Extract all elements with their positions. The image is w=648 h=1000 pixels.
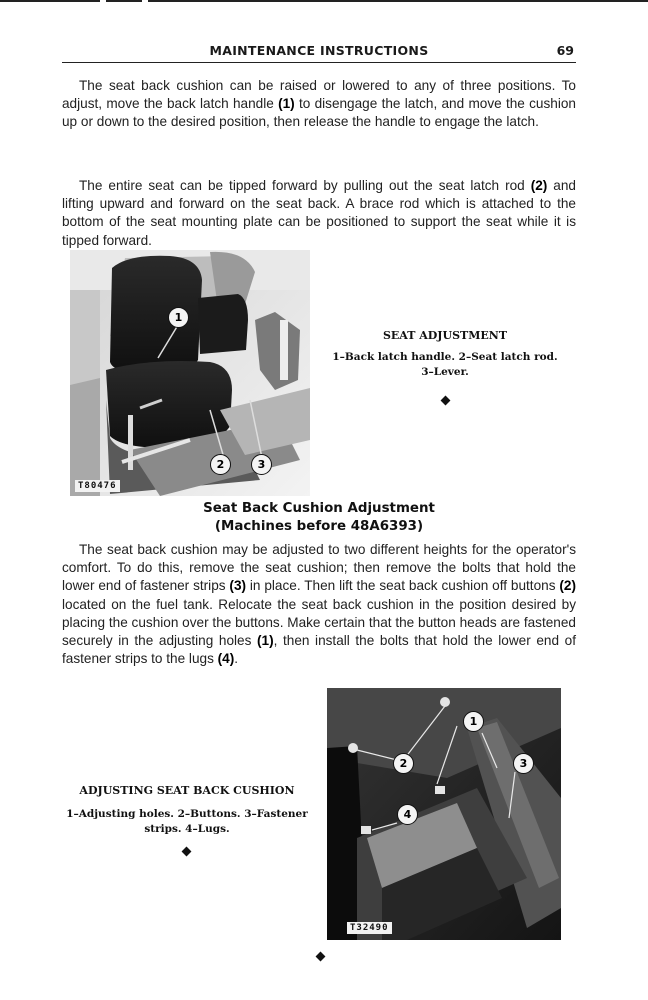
section-title: Seat Back Cushion Adjustment [203,501,435,516]
figure2-caption-title: ADJUSTING SEAT BACK CUSHION [79,784,295,797]
seat-photo-illustration [70,250,310,496]
text-run: The seat back cushion may be adjusted to two different heights for the operator's comfort. To do this, remove the seat cushion; then remove the bolts that hold the lower end of fastener strips [62,542,576,594]
photo-stamp: T32490 [347,922,392,934]
top-edge-line [0,0,100,2]
figure1-caption-line1: 1–Back latch handle. 2–Seat latch rod. [332,351,558,363]
cushion-photo-illustration [327,688,561,940]
diamond-ornament [316,952,326,962]
header-title: MAINTENANCE INSTRUCTIONS [209,43,429,58]
text-run: in place. Then lift the seat back cushion off buttons [246,578,560,594]
text-run: to disengage the latch, and move the cushion up or down to the desired position, then release the handle to engage the latch. [62,96,576,130]
reference-number: (1) [278,96,295,112]
paragraph-cushion-adjust [62,541,576,668]
reference-number: (4) [217,651,235,667]
section-subtitle: (Machines before 48A6393) [214,519,424,534]
text-run: located on the fuel tank. Relocate the seat back cushion in the position desired by placing the cushion over the buttons. Make certain that the button heads are fastened securely in the adjusting holes [62,596,576,649]
photo-stamp: T80476 [75,480,120,492]
text-run: and lifting upward and forward on the seat back. A brace rod which is attached to the bottom of the seat mounting plate can be positioned to support the seat while it is tipped forward. [62,178,576,248]
figure2-caption-line1: 1–Adjusting holes. 2–Buttons. 3–Fastener [66,808,308,820]
callout-3: 3 [251,454,272,475]
diamond-ornament [182,847,192,857]
top-edge-line [106,0,142,2]
callout-4: 4 [397,804,418,825]
callout-1: 1 [463,711,484,732]
callout-2: 2 [210,454,231,475]
text-run: The seat back cushion can be raised or lowered to any of three positions. To adjust, move the back latch handle [62,78,576,112]
reference-number: (3) [229,578,247,594]
text-run: , then install the bolts that hold the lower end of fastener strips to the lugs [62,633,576,667]
top-edge-line [148,0,648,2]
callout-3: 3 [513,753,534,774]
text-run: . [234,651,239,667]
page-number: 69 [556,43,574,58]
seat-adjustment-photo [70,250,310,496]
paragraph-seat-back-raise [62,77,576,132]
callout-2: 2 [393,753,414,774]
adjusting-cushion-photo [327,688,561,940]
reference-number: (2) [530,178,548,193]
reference-number: (1) [257,633,274,649]
figure2-caption-line2: strips. 4–Lugs. [144,823,230,835]
figure1-caption-title: SEAT ADJUSTMENT [382,329,508,342]
text-run: The entire seat can be tipped forward by pulling out the seat latch rod [79,178,531,193]
page-header [62,42,576,63]
figure1-caption-line2: 3–Lever. [421,366,469,378]
callout-1: 1 [168,307,189,328]
diamond-ornament [441,396,451,406]
reference-number: (2) [559,578,576,594]
paragraph-seat-tip-forward [62,177,576,250]
